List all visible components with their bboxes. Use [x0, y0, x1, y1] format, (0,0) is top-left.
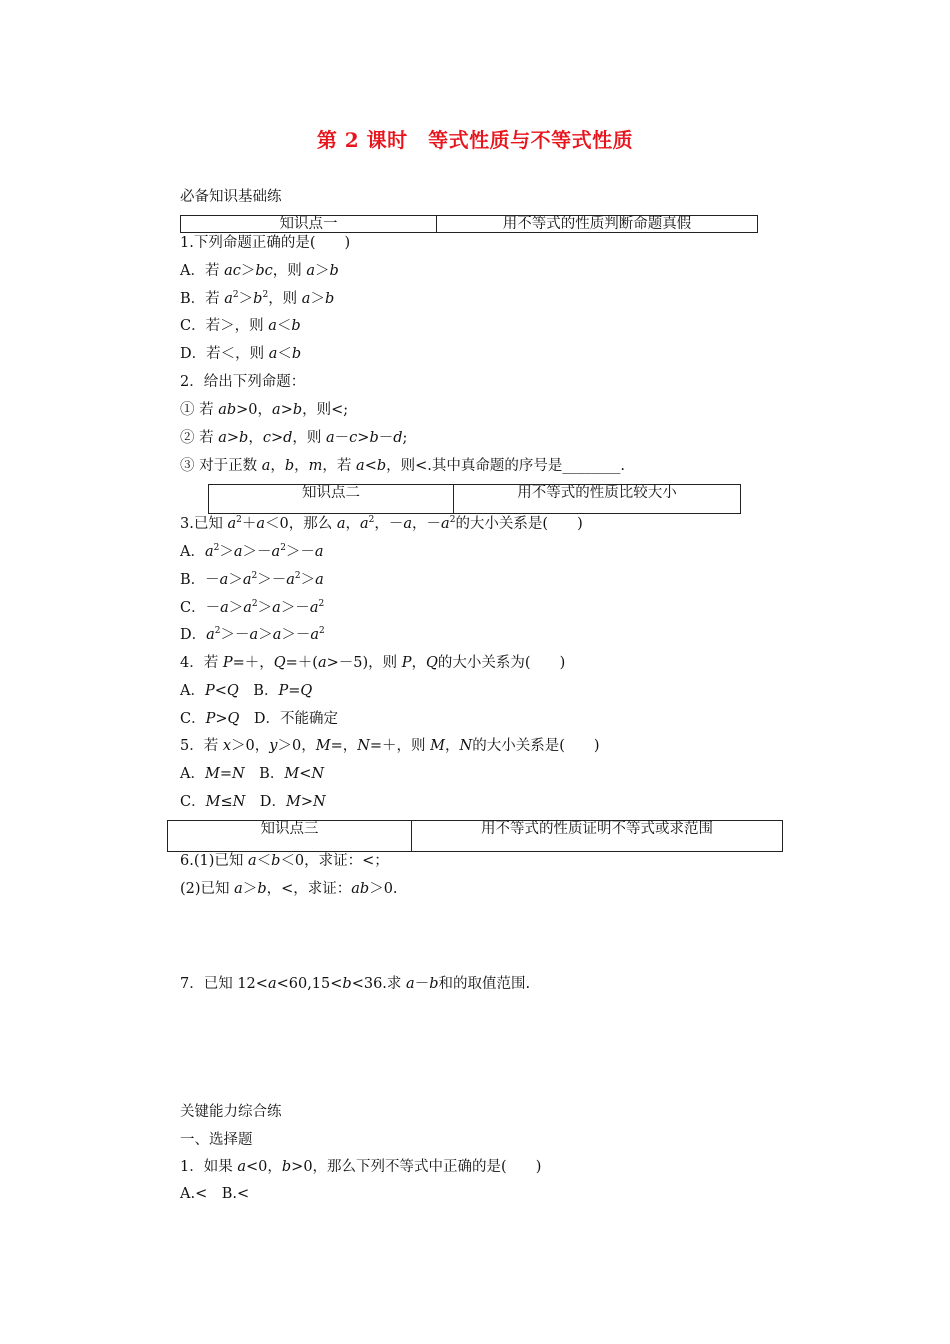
knowledge-point-3-topic: 用不等式的性质证明不等式或求范围	[412, 821, 783, 852]
question-6-part-1: 6.(1)已知 a＜b＜0，求证：<；	[180, 853, 389, 869]
question-3-stem: 3.已知 $a^2+a<0$，那么 a，$a^2$，－a，$-a^2$的大小关系是( )	[180, 515, 583, 532]
question-1-option-b: B．若 $a^2>b^2$，则 a＞b	[180, 290, 335, 307]
knowledge-point-1-label: 知识点一	[181, 216, 437, 233]
question-1-option-c: C．若＞，则 a＜b	[180, 318, 301, 334]
question-3-option-c: C．$-a>a^2>a>-a^2$	[180, 599, 325, 616]
section-heading-basic: 必备知识基础练	[180, 189, 282, 205]
question-5-options-ab: A．M=N B．M<N	[180, 766, 325, 782]
question-4-options-ab: A．P<Q B．P=Q	[180, 683, 313, 699]
question-1-stem: 1.下列命题正确的是( )	[180, 235, 351, 251]
question-1-option-a: A．若 ac＞bc，则 a＞b	[180, 263, 339, 279]
question-3-option-b: B．$-a>a^2>-a^2>a$	[180, 571, 324, 588]
knowledge-point-2-table	[208, 484, 741, 514]
question-4-options-cd: C．P>Q D．不能确定	[180, 711, 339, 727]
knowledge-point-2-label: 知识点二	[209, 485, 454, 514]
question-2-stem: 2．给出下列命题：	[180, 374, 306, 390]
question-3-option-d: D．$a^2>-a>a>-a^2$	[180, 626, 325, 643]
section-b-question-1-stem: 1．如果 a<0，b>0，那么下列不等式中正确的是( )	[180, 1159, 542, 1175]
question-3-option-a: A．$a^2>a>-a^2>-a$	[180, 543, 324, 560]
knowledge-point-3-table	[167, 820, 783, 852]
question-7-stem: 7．已知 12<a<60,15<b<36.求 a－b和的取值范围.	[180, 976, 531, 992]
question-1-option-d: D．若＜，则 a＜b	[180, 346, 302, 362]
question-5-options-cd: C．M≤N D．M>N	[180, 794, 326, 810]
question-4-stem: 4．若 P=＋，Q=＋(a>－5)，则 P，Q的大小关系为( )	[180, 655, 566, 671]
question-5-stem: 5．若 x＞0，y＞0，M=，N=＋，则 M，N的大小关系是( )	[180, 738, 600, 754]
question-2-proposition-3: ③ 对于正数 a，b，m，若 a<b，则<.其中真命题的序号是________.	[180, 458, 626, 474]
knowledge-point-3-label: 知识点三	[168, 821, 412, 852]
question-2-proposition-2: ② 若 a>b，c>d，则 a－c>b－d;	[180, 430, 408, 446]
page-title: 第 2 课时 等式性质与不等式性质	[316, 128, 634, 152]
section-b-question-1-options: A.< B.<	[180, 1186, 250, 1202]
section-heading-comprehensive: 关键能力综合练	[180, 1104, 282, 1120]
knowledge-point-2-topic: 用不等式的性质比较大小	[454, 485, 741, 514]
question-6-part-2: (2)已知 a＞b，<，求证：ab＞0.	[180, 881, 398, 897]
knowledge-point-1-topic: 用不等式的性质判断命题真假	[437, 216, 758, 233]
question-2-proposition-1: ① 若 ab>0，a>b，则<;	[180, 402, 349, 418]
part-heading-choice: 一、选择题	[180, 1132, 253, 1148]
knowledge-point-1-table	[180, 215, 758, 233]
